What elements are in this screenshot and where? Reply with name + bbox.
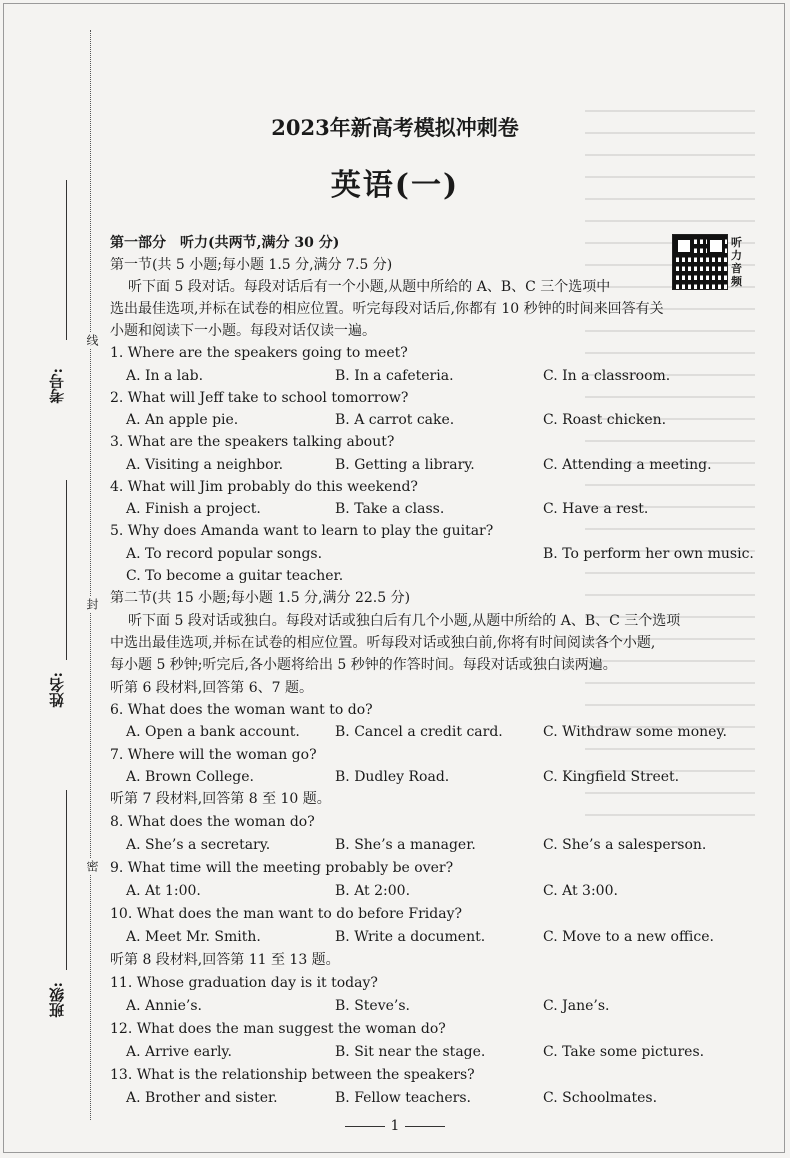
question-12: 12. What does the man suggest the woman do? xyxy=(110,1021,446,1037)
q11-option-c[interactable]: C. Jane’s. xyxy=(543,998,610,1014)
exam-no-label: 考号: xyxy=(48,368,66,404)
page-number-rule-left xyxy=(345,1126,385,1127)
q2-option-b[interactable]: B. A carrot cake. xyxy=(335,412,455,428)
section1-instr-3: 小题和阅读下一小题。每段对话仅读一遍。 xyxy=(110,323,376,339)
seal-word-line: 线 xyxy=(85,334,99,346)
class-line xyxy=(66,790,67,970)
question-13: 13. What is the relationship between the speakers? xyxy=(110,1067,475,1083)
exam-no-line xyxy=(66,180,67,340)
section2-instr-2: 中选出最佳选项,并标在试卷的相应位置。听每段对话或独白前,你将有时间阅读各个小题, xyxy=(110,635,656,651)
q5-option-c[interactable]: C. To become a guitar teacher. xyxy=(126,568,344,584)
question-8: 8. What does the woman do? xyxy=(110,814,315,830)
name-label: 姓名: xyxy=(48,672,66,708)
q5-option-b[interactable]: B. To perform her own music. xyxy=(543,546,754,562)
q1-option-a[interactable]: A. In a lab. xyxy=(126,368,204,384)
page-number-value: 1 xyxy=(390,1118,400,1134)
q2-option-c[interactable]: C. Roast chicken. xyxy=(543,412,667,428)
q8-option-c[interactable]: C. She’s a salesperson. xyxy=(543,837,707,853)
question-3: 3. What are the speakers talking about? xyxy=(110,434,395,450)
q9-option-c[interactable]: C. At 3:00. xyxy=(543,883,618,899)
q13-option-a[interactable]: A. Brother and sister. xyxy=(126,1090,278,1106)
material-8-heading: 听第 8 段材料,回答第 11 至 13 题。 xyxy=(110,952,340,968)
q9-option-a[interactable]: A. At 1:00. xyxy=(126,883,201,899)
q12-option-c[interactable]: C. Take some pictures. xyxy=(543,1044,705,1060)
seal-word-seal: 封 xyxy=(85,598,99,610)
question-11: 11. Whose graduation day is it today? xyxy=(110,975,378,991)
material-6-heading: 听第 6 段材料,回答第 6、7 题。 xyxy=(110,680,313,696)
question-5: 5. Why does Amanda want to learn to play the guitar? xyxy=(110,523,494,539)
q12-option-b[interactable]: B. Sit near the stage. xyxy=(335,1044,486,1060)
class-label: 班级: xyxy=(48,982,66,1018)
question-7: 7. Where will the woman go? xyxy=(110,747,317,763)
question-1: 1. Where are the speakers going to meet? xyxy=(110,345,408,361)
section1-instr-2: 选出最佳选项,并标在试卷的相应位置。听完每段对话后,你都有 10 秒钟的时间来回答有关 xyxy=(110,301,664,317)
q11-option-b[interactable]: B. Steve’s. xyxy=(335,998,410,1014)
section2-instr-3: 每小题 5 秒钟;听完后,各小题将给出 5 秒钟的作答时间。每段对话或独白读两遍。 xyxy=(110,657,617,673)
question-4: 4. What will Jim probably do this weekend? xyxy=(110,479,418,495)
material-7-heading: 听第 7 段材料,回答第 8 至 10 题。 xyxy=(110,791,331,807)
q6-option-b[interactable]: B. Cancel a credit card. xyxy=(335,724,503,740)
qr-code-icon[interactable] xyxy=(672,234,728,290)
section2-instr-1: 听下面 5 段对话或独白。每段对话或独白后有几个小题,从题中所给的 A、B、C 三个选项 xyxy=(128,613,681,629)
q8-option-a[interactable]: A. She’s a secretary. xyxy=(126,837,271,853)
q6-option-a[interactable]: A. Open a bank account. xyxy=(126,724,300,740)
name-line xyxy=(66,480,67,660)
q10-option-a[interactable]: A. Meet Mr. Smith. xyxy=(126,929,261,945)
exam-title: 2023年新高考模拟冲刺卷 xyxy=(271,115,519,140)
part1-heading: 第一部分 听力(共两节,满分 30 分) xyxy=(110,235,340,251)
q6-option-c[interactable]: C. Withdraw some money. xyxy=(543,724,727,740)
q1-option-b[interactable]: B. In a cafeteria. xyxy=(335,368,454,384)
question-6: 6. What does the woman want to do? xyxy=(110,702,373,718)
question-2: 2. What will Jeff take to school tomorrow? xyxy=(110,390,409,406)
q7-option-a[interactable]: A. Brown College. xyxy=(126,769,254,785)
section1-instr-1: 听下面 5 段对话。每段对话后有一个小题,从题中所给的 A、B、C 三个选项中 xyxy=(128,279,611,295)
section1-heading: 第一节(共 5 小题;每小题 1.5 分,满分 7.5 分) xyxy=(110,257,393,273)
q4-option-c[interactable]: C. Have a rest. xyxy=(543,501,649,517)
q4-option-b[interactable]: B. Take a class. xyxy=(335,501,445,517)
q12-option-a[interactable]: A. Arrive early. xyxy=(126,1044,232,1060)
q10-option-b[interactable]: B. Write a document. xyxy=(335,929,486,945)
q3-option-b[interactable]: B. Getting a library. xyxy=(335,457,475,473)
q10-option-c[interactable]: C. Move to a new office. xyxy=(543,929,714,945)
q4-option-a[interactable]: A. Finish a project. xyxy=(126,501,261,517)
q13-option-b[interactable]: B. Fellow teachers. xyxy=(335,1090,471,1106)
exam-subtitle: 英语(一) xyxy=(330,168,460,203)
page-number-rule-right xyxy=(405,1126,445,1127)
seal-word-secret: 密 xyxy=(85,860,99,872)
q7-option-c[interactable]: C. Kingfield Street. xyxy=(543,769,680,785)
q2-option-a[interactable]: A. An apple pie. xyxy=(126,412,239,428)
q11-option-a[interactable]: A. Annie’s. xyxy=(126,998,203,1014)
q8-option-b[interactable]: B. She’s a manager. xyxy=(335,837,476,853)
q3-option-c[interactable]: C. Attending a meeting. xyxy=(543,457,712,473)
section2-heading: 第二节(共 15 小题;每小题 1.5 分,满分 22.5 分) xyxy=(110,590,411,606)
q5-option-a[interactable]: A. To record popular songs. xyxy=(126,546,323,562)
q3-option-a[interactable]: A. Visiting a neighbor. xyxy=(126,457,284,473)
qr-label: 听力音频 xyxy=(731,236,742,288)
q9-option-b[interactable]: B. At 2:00. xyxy=(335,883,411,899)
q1-option-c[interactable]: C. In a classroom. xyxy=(543,368,671,384)
q7-option-b[interactable]: B. Dudley Road. xyxy=(335,769,450,785)
question-10: 10. What does the man want to do before Friday? xyxy=(110,906,462,922)
q13-option-c[interactable]: C. Schoolmates. xyxy=(543,1090,658,1106)
question-9: 9. What time will the meeting probably be over? xyxy=(110,860,454,876)
page-number xyxy=(0,1118,790,1134)
